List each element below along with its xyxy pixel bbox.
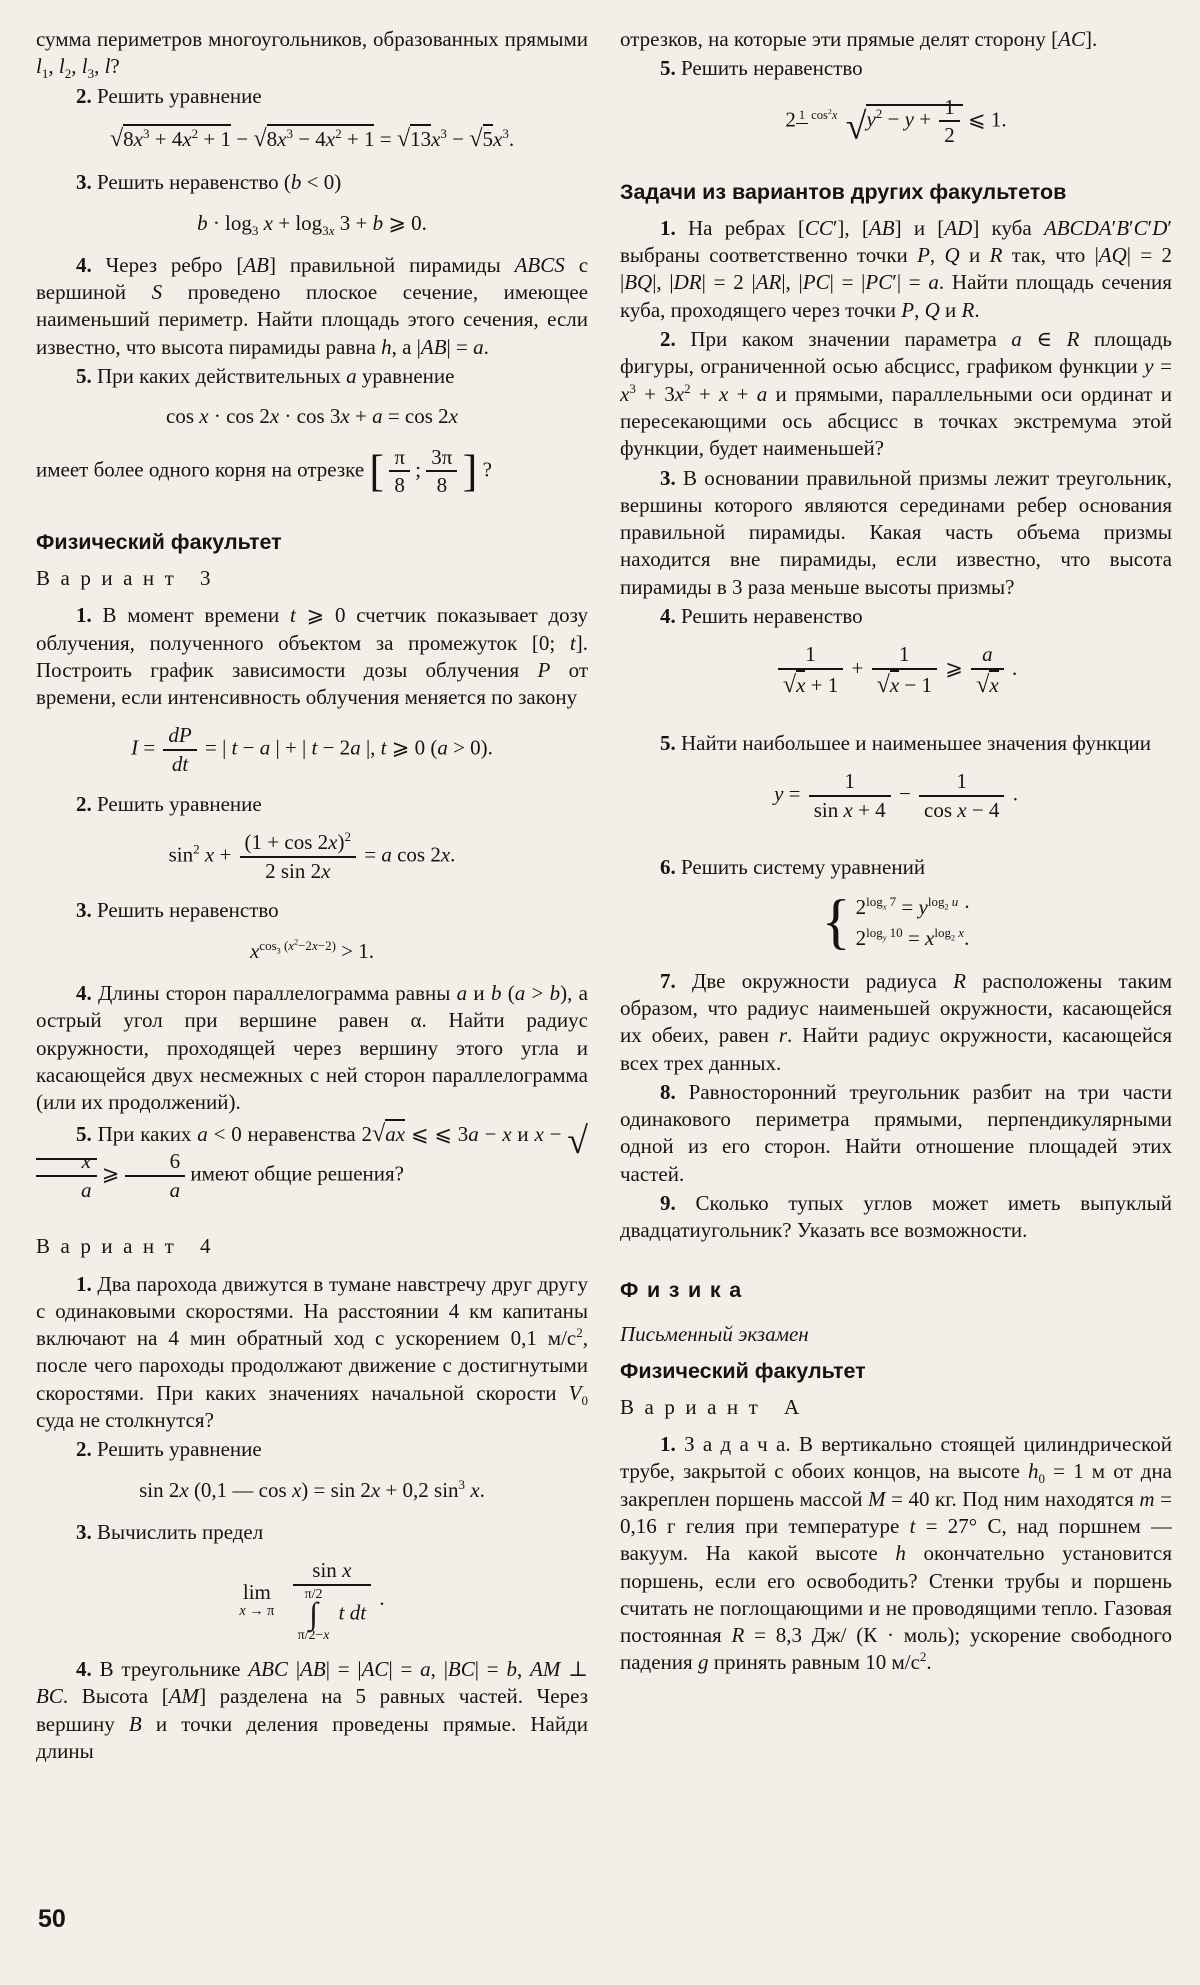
formula: { $2^{log_x 7} = y^{log_2 u}$ · $2^{log_y 10} = x^{log_2 x}$. [821, 888, 971, 956]
paragraph: отрезков, на которые эти прямые делят сторону [AC]. [620, 27, 1098, 51]
section-heading: Физический факультет [36, 530, 282, 554]
formula: $b \cdot \log_3 x + \log_{3x} 3 + b$ ⩾ 0. [197, 210, 427, 238]
paragraph: 7. Две окружности радиуса R расположены таким образом, что радиус наименьшей окружности, касающейся их обеих, равен r. Найти радиус окружности, касающейся всех трех данных. [620, 968, 1172, 1075]
variant-label: Вариант 3 [36, 565, 222, 590]
paragraph: имеет более одного корня на отрезке [ $\frac{\pi}{8}$ ; $\frac{3\pi}{8}$ ] ? [36, 444, 492, 498]
formula: $x^{cos_3 (x^2-2x-2)} > 1$. [249, 937, 375, 963]
paragraph: 9. Сколько тупых углов может иметь выпуклый двадцатиугольник? Указать все возможности. [620, 1190, 1172, 1243]
paragraph: 5. При каких действительных a уравнение [76, 364, 455, 389]
paragraph: 8. Равносторонний треугольник разбит на три части одинакового периметра прямыми, перпендикулярными одной из его сторон. Найти отношение площадей этих частей. [620, 1079, 1172, 1186]
paragraph: 6. Решить систему уравнений [660, 854, 926, 879]
paragraph: 1. В момент времени t ⩾ 0 счетчик показывает дозу облучения, полученного объектом за промежуток [0; t]. Построить график зависимости дозы облучения P от времени, если интенсивность облучения меняется по закону [36, 603, 588, 710]
section-heading: Физика [620, 1277, 750, 1302]
paragraph: 3. В основании правильной призмы лежит треугольник, вершины которого являются серединами ребер основания правильной пирамиды. Какая часть объема призмы находится вне пирамиды, если известно, что высота пирамиды в 3 раза меньше высоты призмы? [620, 465, 1172, 599]
paragraph: 5. Решить неравенство [660, 56, 863, 81]
paragraph: 5. При каких a < 0 неравенства 2√ax ⩽ ⩽ 3a − x и x − √ $\frac{x}{a}$ ⩾ $\frac{6}{a}$ имеют общие решения? [36, 1118, 588, 1201]
paragraph: сумма периметров многоугольников, образованных прямыми $l_1$, $l_2$, $l_3$, l? [36, 27, 588, 82]
paragraph: 3. Решить неравенство (b < 0) [76, 170, 342, 195]
paragraph: 1. На ребрах [CC′], [AB] и [AD] куба ABCDA′B′C′D′ выбраны соответственно точки P, Q и R так, что |AQ| = 2 |BQ|, |DR| = 2 |AR|, |PC| = |PC′| = a. Найти площадь сечения куба, проходящего через точки P, Q и R. [620, 215, 1173, 322]
formula: I = $\frac{dP}{dt}$ = | t − a | + | t − 2a |, t ⩾ 0 (a > 0). [131, 723, 493, 777]
paragraph: 4. Через ребро [AB] правильной пирамиды ABCS с вершиной S проведено плоское сечение, имеющее наименьший периметр. Найти площадь этого сечения, если известно, что высота пирамиды равна h, а |AB| = a. [36, 252, 589, 359]
page-number: 50 [38, 1904, 66, 1933]
paragraph: 3. Вычислить предел [76, 1519, 264, 1544]
paragraph: 2. Решить уравнение [76, 791, 262, 816]
formula: 2 1 $\cos^2x$ $√y^2 - y$ + $\frac{1}{2}$ ⩽ 1. [785, 94, 1007, 148]
paragraph: 5. Найти наибольшее и наименьшее значения функции [660, 731, 1152, 756]
paragraph: 4. В треугольнике ABC |AB| = |AC| = a, |BC| = b, AM ⊥ BC. Высота [AM] разделена на 5 равных частей. Через вершину B и точки деления проведены прямые. Найди длины [36, 1657, 589, 1764]
formula: $√8x^3 + 4x^2 + 1 - √8x^3 - 4x^2 + 1 = √13x^3 - √5x^3$. [109, 124, 515, 152]
formula: cos x · cos 2x · cos 3x + a = cos 2x [166, 404, 458, 429]
paragraph: 2. Решить уравнение [76, 1437, 262, 1462]
column-left [36, 26, 588, 1767]
formula: $\sin^2 x$ + $\frac{(1 + \cos 2x)^2}{2 \sin 2x}$ = a cos 2x. [168, 829, 456, 883]
formula: sin 2x (0,1 — cos x) = sin 2x + 0,2 $\sin^3 x$. [139, 1476, 485, 1502]
text-columns [36, 26, 1172, 1767]
variant-label: Вариант А [620, 1394, 810, 1419]
paragraph: 4. Решить неравенство [660, 604, 863, 629]
paragraph: 2. Решить уравнение [76, 83, 262, 108]
section-heading: Задачи из вариантов других факультетов [620, 179, 1067, 204]
paragraph: 4. Длины сторон параллелограмма равны a и b (a > b), а острый угол при вершине равен α. Найти радиус окружности, проходящей через вершину этого угла и касающейся двух несмежных с ней сторон параллелограмма (или их продолжений). [36, 981, 588, 1115]
exam-subheading: Письменный экзамен [620, 1321, 809, 1346]
formula: lim x → π sin x π/2 ∫ π/2−x t dt . [239, 1558, 385, 1642]
variant-label: Вариант 4 [36, 1234, 222, 1259]
paragraph: 1. Два парохода движутся в тумане навстречу друг другу с одинаковыми скоростями. На расстоянии 4 км капитаны включают на 4 мин обратный ход с ускорением 0,1 $м/с^2$, после чего пароходы продолжают движение с достигнутыми скоростями. При каких значениях начальной скорости $V_0$ суда не столкнутся? [36, 1271, 588, 1432]
formula: $\frac{1}{√x + 1}$ + $\frac{1}{√x - 1}$ ⩾ $\frac{a}{√x}$ . [620, 643, 1172, 698]
paragraph: 2. При каком значении параметра a ∈ R площадь фигуры, ограниченной осью абсцисс, графиком функции $y = x^3 + 3x^2 + x + a$ и прямыми, параллельными оси ординат и пересекающими ось абсцисс в точках экстремума этой функции, будет наименьшей? [620, 327, 1173, 461]
formula: y = $\frac{1}{\text{sin x + 4}}$ − $\frac{1}{\text{cos x − 4}}$ . [774, 769, 1018, 823]
paragraph: 1. З а д а ч а. В вертикально стоящей цилиндрической трубе, закрытой с обоих концов, на высоте $h_0 = 1$ м от дна закреплен поршень массой M = 40 кг. Под ним находятся m = 0,16 г гелия при температуре t = 27° С, над поршнем — вакуум. На какой высоте h окончательно установится поршень, если его освободить? Стенки трубы и поршень считать не поглощающими и не проводящими тепло. Газовая постоянная R = 8,3 Дж/ (К · моль); ускорение свободного падения g принять равным 10 $м/с^2$. [620, 1432, 1173, 1675]
section-heading: Физический факультет [620, 1358, 866, 1383]
paragraph: 3. Решить неравенство [76, 898, 279, 923]
column-right [620, 26, 1172, 1767]
